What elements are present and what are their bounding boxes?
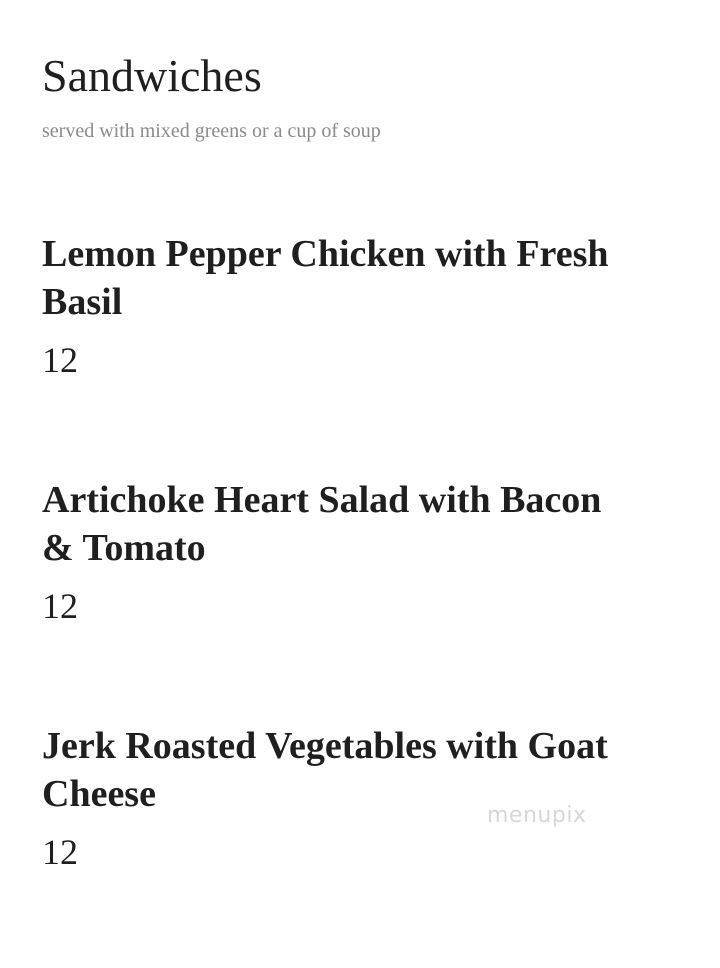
menu-item-price: 12 [42, 340, 78, 380]
menu-item-price: 12 [42, 586, 78, 626]
menu-item [42, 476, 682, 628]
section-subtitle: served with mixed greens or a cup of soup [42, 120, 381, 142]
menu-item [42, 230, 682, 382]
section-title: Sandwiches [42, 50, 262, 101]
menu-item [42, 722, 682, 874]
watermark-logo: menupix [487, 803, 587, 828]
menu-item-list [42, 230, 682, 874]
menu-item-name: Lemon Pepper Chicken with Fresh Basil [42, 233, 609, 323]
menu-item-price: 12 [42, 832, 78, 872]
menu-item-name: Artichoke Heart Salad with Bacon & Tomato [42, 479, 602, 569]
menu-section [42, 48, 682, 968]
menu-item-name: Jerk Roasted Vegetables with Goat Cheese [42, 725, 608, 815]
